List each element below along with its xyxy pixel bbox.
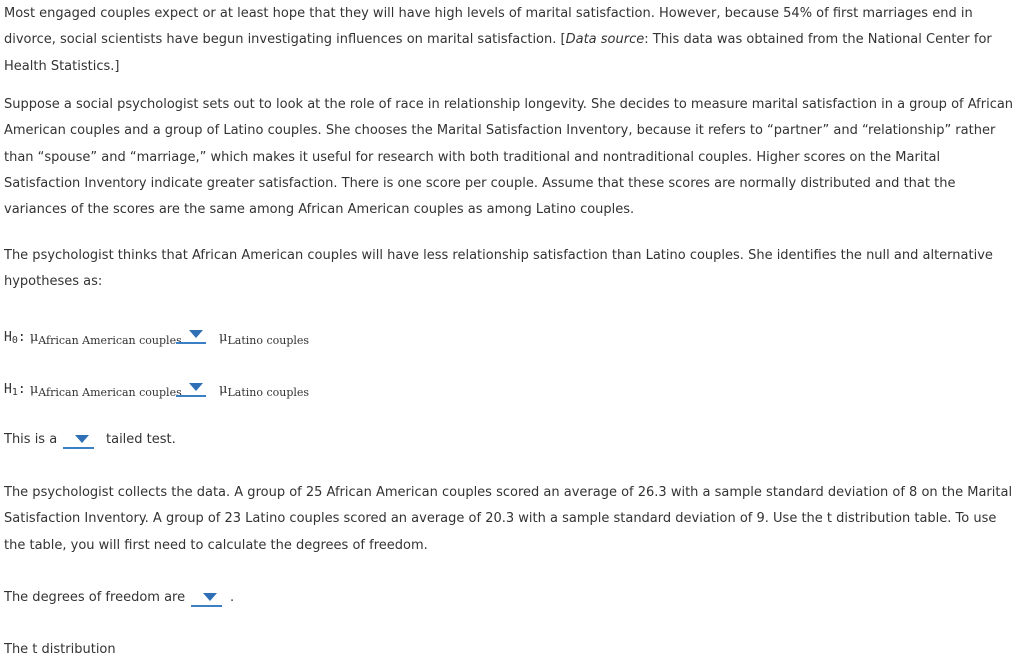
group-african-american: African American couples bbox=[38, 386, 182, 399]
mu-symbol: μ bbox=[219, 382, 228, 397]
alternative-hypothesis-right bbox=[219, 380, 309, 400]
null-hypothesis-row bbox=[4, 328, 182, 349]
data-paragraph: The psychologist collects the data. A group of 25 African American couples scored an average of 26.3 with a sample standard deviation of 8 on the Marital Satisfaction Inventory. A group of 23 Latino couples scored an average of 20.3 with a sample standard deviation of 9. Use the t distribution table. To use the table, you will first need to calculate the degrees of freedom. bbox=[4, 485, 1013, 553]
mu-symbol: μ bbox=[29, 382, 39, 397]
null-hypothesis-label: H0: bbox=[4, 330, 26, 346]
data-source-text: : This data was obtained from the National Center for Health Statistics.] bbox=[4, 32, 992, 74]
tailed-test-dropdown[interactable] bbox=[63, 433, 94, 449]
tailed-test-after: tailed test. bbox=[106, 432, 176, 447]
group-latino: Latino couples bbox=[227, 334, 310, 347]
tailed-test-before: This is a bbox=[4, 432, 58, 447]
group-african-american: African American couples bbox=[38, 334, 182, 347]
degrees-of-freedom-period: . bbox=[230, 590, 235, 605]
intro-text: Most engaged couples expect or at least hope that they will have high levels of marital satisfaction. However, because 54% of first marriages end in divorce, social scientists have begun investigating influences on marital satisfaction. [ bbox=[4, 6, 973, 48]
data-source-label: Data source bbox=[565, 32, 645, 48]
degrees-of-freedom-dropdown[interactable] bbox=[191, 591, 222, 607]
degrees-of-freedom-text: The degrees of freedom are bbox=[4, 590, 186, 605]
alternative-hypothesis-label: H1: bbox=[4, 382, 26, 398]
chevron-down-icon bbox=[189, 330, 203, 338]
mu-symbol: μ bbox=[219, 330, 228, 345]
hypothesis-intro-paragraph: The psychologist thinks that African American couples will have less relationship satisfaction than Latino couples. She identifies the null and alternative hypotheses as: bbox=[4, 248, 993, 290]
chevron-down-icon bbox=[189, 383, 203, 391]
alternative-hypothesis-row bbox=[4, 380, 182, 401]
mu-symbol: μ bbox=[29, 330, 39, 345]
chevron-down-icon bbox=[75, 435, 89, 443]
alternative-hypothesis-operator-dropdown[interactable] bbox=[176, 381, 206, 397]
scenario-paragraph: Suppose a social psychologist sets out to look at the role of race in relationship longevity. She decides to measure marital satisfaction in a group of African American couples and a group of Latino couples. She chooses the Marital Satisfaction Inventory, because it refers to “partner” and “relationship” rather than “spouse” and “marriage,” which makes it useful for research with both traditional and nontraditional couples. Higher scores on the Marital Satisfaction Inventory indicate greater satisfaction. There is one score per couple. Assume that these scores are normally distributed and that the variances of the scores are the same among African American couples as among Latino couples. bbox=[4, 97, 1014, 218]
group-latino: Latino couples bbox=[227, 386, 310, 399]
t-distribution-label: The t distribution bbox=[4, 642, 116, 657]
null-hypothesis-operator-dropdown[interactable] bbox=[176, 328, 206, 344]
intro-paragraph bbox=[4, 1, 1014, 80]
chevron-down-icon bbox=[203, 593, 217, 601]
null-hypothesis-right bbox=[219, 328, 309, 348]
